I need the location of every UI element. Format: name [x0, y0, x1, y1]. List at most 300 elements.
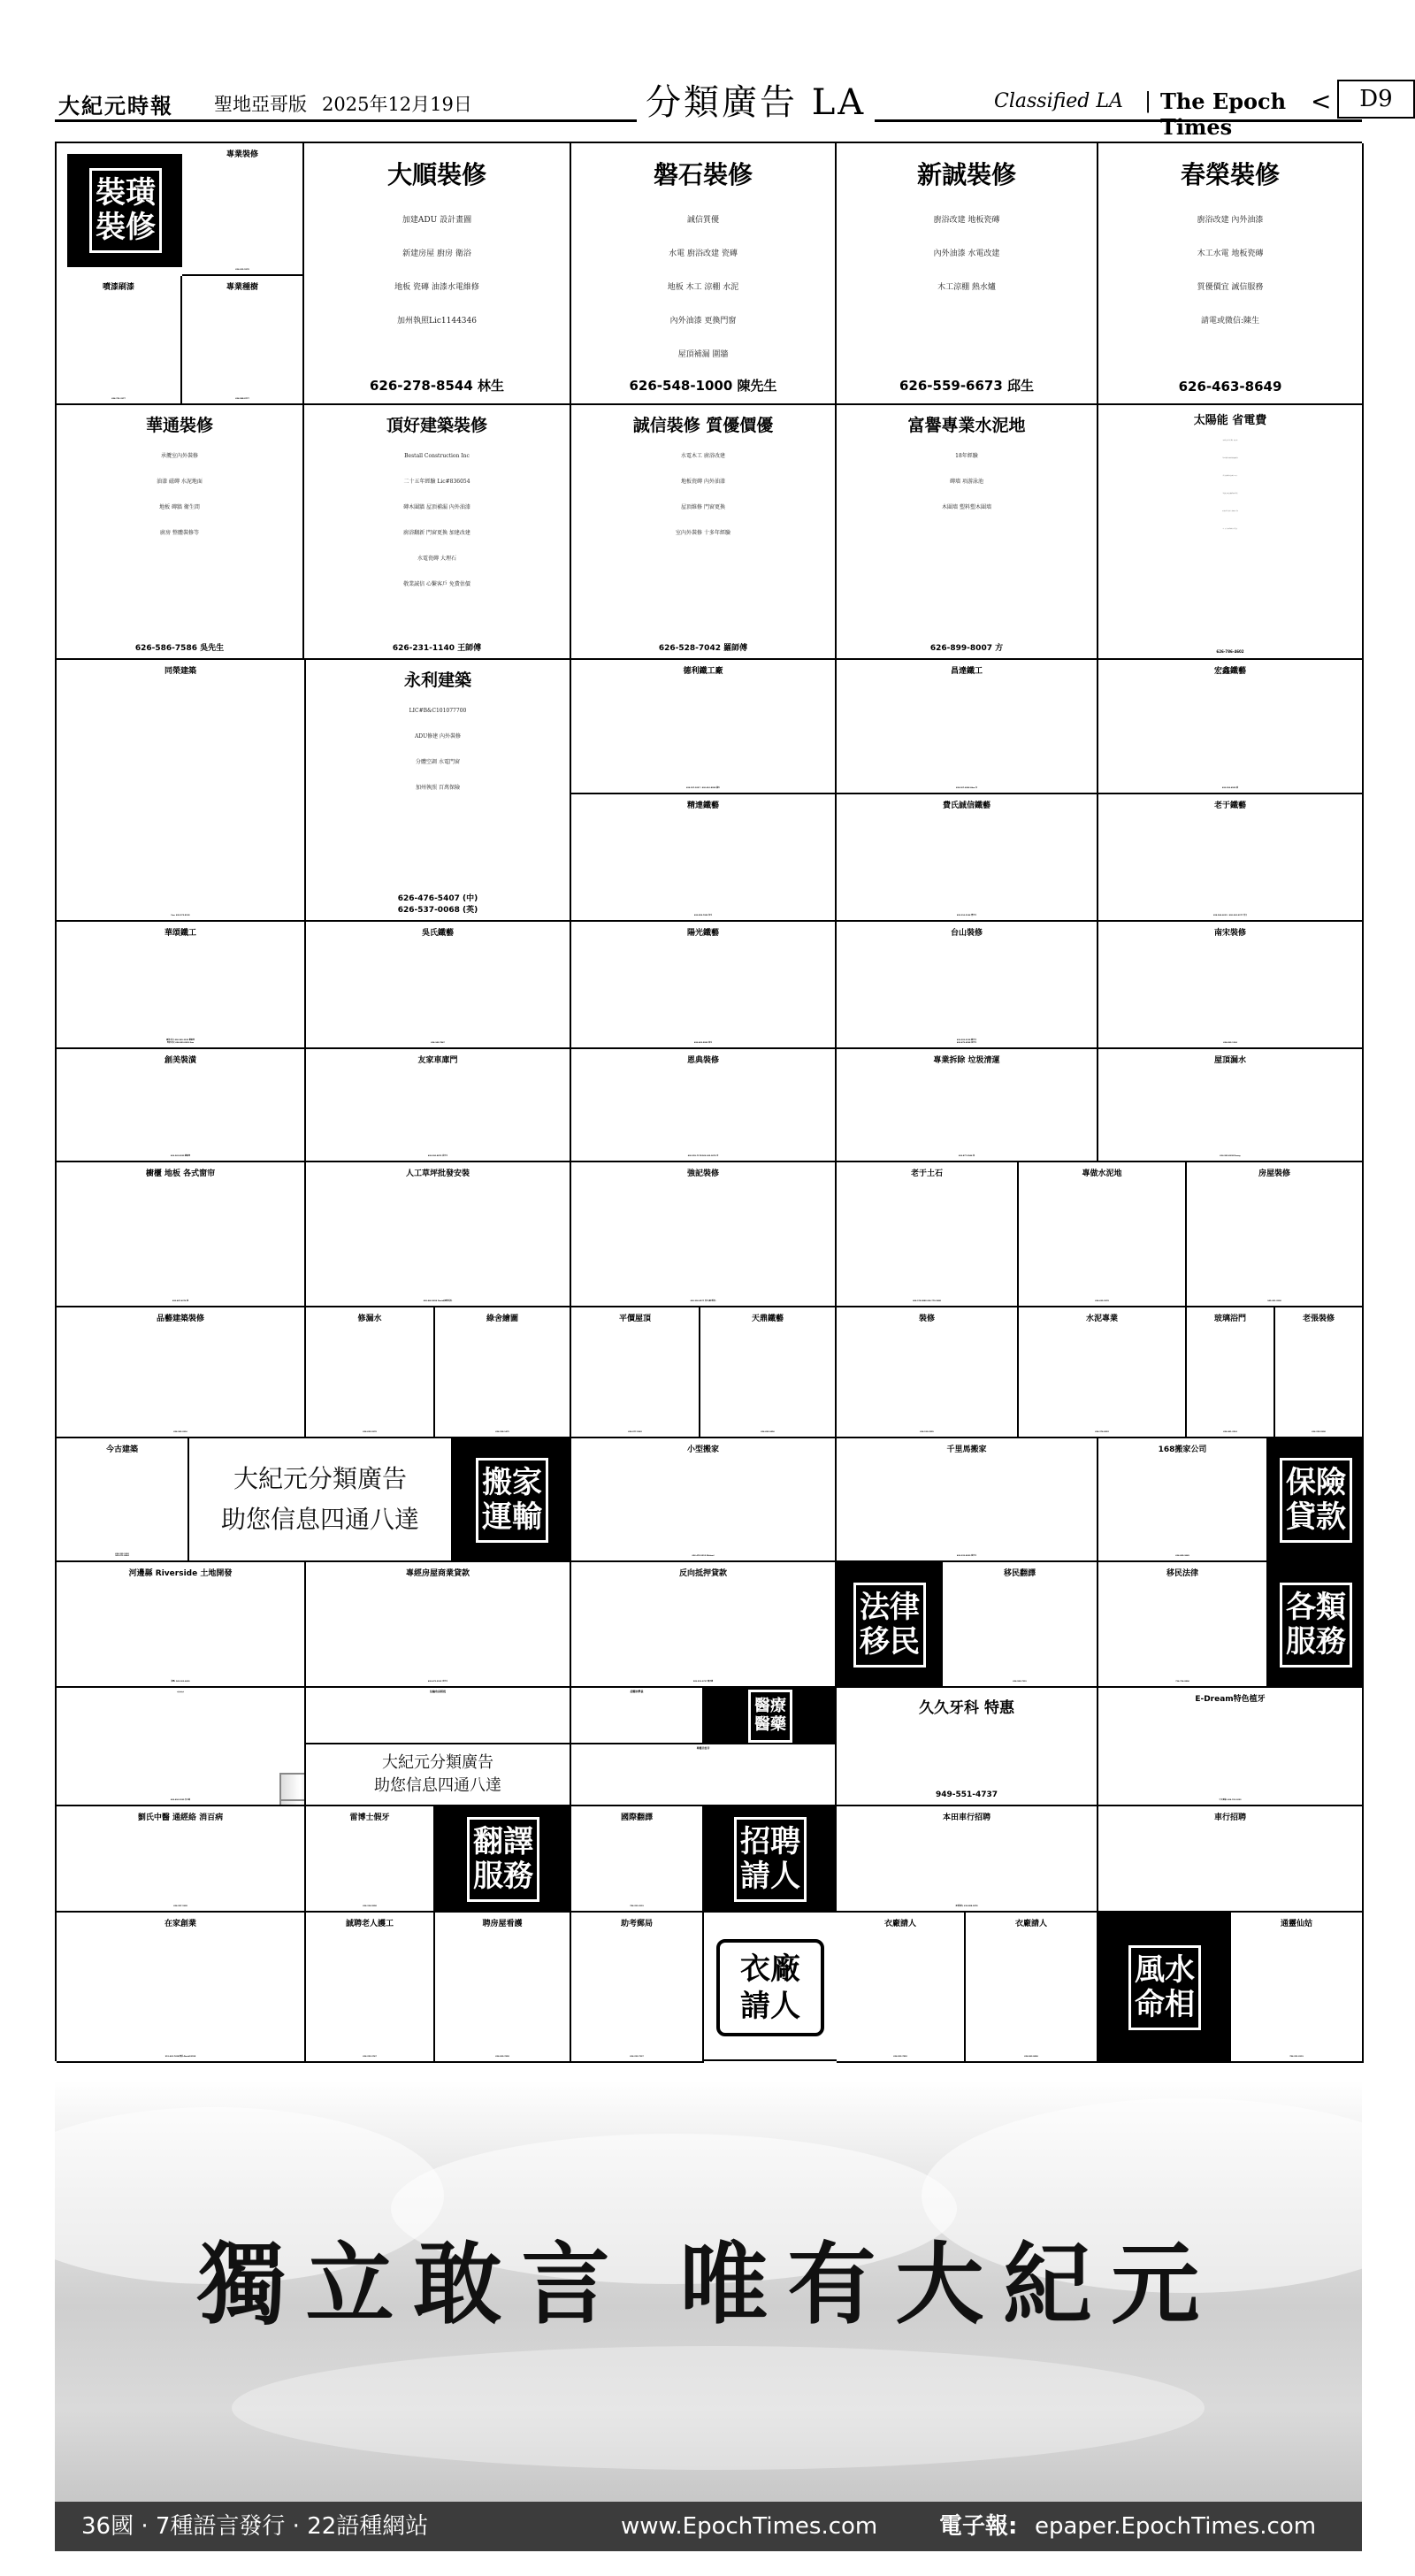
ad-phone[interactable]: 786-251-8119	[630, 1905, 644, 1907]
ad-title: 宏鑫鐵藝	[1213, 667, 1246, 676]
ad-phone[interactable]: 626-863-8696	[1024, 2056, 1038, 2058]
classified-ad[interactable]	[304, 405, 571, 660]
ad-title: 強記裝修	[686, 1169, 719, 1178]
ad-title: 新誠裝修	[916, 160, 1016, 189]
ad-title: 屋頂漏水	[1213, 1056, 1246, 1065]
ad-phone[interactable]: 626-823-7892	[893, 2056, 907, 2058]
ad-body	[571, 814, 835, 862]
ad-title: 綠舍繪圖	[486, 1315, 518, 1323]
category-stamp-label: 醫療 醫藥	[748, 1690, 792, 1742]
page-number: D9	[1337, 80, 1415, 119]
ad-title: 今古建築	[105, 1445, 138, 1454]
classified-ad[interactable]	[837, 660, 1098, 794]
classified-ad[interactable]	[571, 1806, 704, 1913]
ad-body	[57, 1458, 187, 1490]
ad-phone[interactable]: 626-297-9237 / 626-410-8058 謝生	[686, 787, 720, 789]
ad-body	[571, 1582, 835, 1629]
classified-ad[interactable]	[306, 1162, 571, 1307]
ad-phone[interactable]: 626-200-8873 房先生	[427, 1155, 448, 1157]
ad-phone[interactable]: 626-786-4602	[1216, 649, 1244, 654]
classified-ad[interactable]	[306, 1049, 571, 1162]
classified-ad[interactable]	[1098, 1049, 1364, 1162]
ad-body	[306, 941, 570, 973]
ad-title: 裝修	[918, 1315, 935, 1323]
ad-phone[interactable]: 626-899-8007 方	[929, 644, 1004, 653]
category-stamp-label: 搬家 運輸	[476, 1458, 548, 1543]
ad-phone[interactable]: 626-236-6959 薛	[1221, 787, 1239, 789]
ad-phone[interactable]: 626-316-9598	[363, 1905, 377, 1907]
ad-body	[306, 1582, 570, 1629]
ad-title: 費氏誠信鐵藝	[942, 801, 990, 810]
ad-phone[interactable]: 626-693-0456	[761, 1431, 775, 1433]
page-arrow-icon: <	[1311, 87, 1332, 116]
classified-ad[interactable]	[435, 1307, 571, 1438]
ad-body: 水電木工 廚浴改建 地板瓷磚 內外油漆 屋頂維修 門窗更換 室內外裝修 十多年經驗	[676, 453, 730, 536]
ad-title: 華頌鐵工	[164, 929, 196, 938]
ad-body	[57, 295, 180, 327]
ad-phone[interactable]: 626-233-7227	[630, 2056, 644, 2058]
classified-ad[interactable]	[435, 1913, 571, 2063]
classified-ad[interactable]	[306, 1307, 435, 1438]
ad-body	[57, 679, 304, 823]
category-stamp-stamp9	[1098, 1913, 1231, 2063]
category-stamp-stamp7	[435, 1806, 571, 1913]
ad-body	[57, 1182, 304, 1198]
classified-ad[interactable]	[571, 405, 837, 660]
ad-title: 玻璃浴門	[1213, 1315, 1246, 1323]
ad-body	[571, 941, 835, 973]
ad-body	[1098, 1707, 1362, 1787]
ad-phone[interactable]: 626-699-7658	[495, 2056, 509, 2058]
ad-title: 老于土石	[910, 1169, 943, 1178]
ad-title: 永利建築	[403, 671, 471, 690]
ad-phone[interactable]: 626-559-7179/909-343-2678 李	[687, 1155, 719, 1157]
ad-body	[1098, 679, 1362, 727]
ad-title: 招精油學員	[630, 1690, 644, 1693]
ad-phone[interactable]: 626-466-8694 David(國粵英語)	[423, 1300, 453, 1302]
ad-title: 誠信裝修 質優價優	[632, 416, 774, 435]
classified-ad[interactable]	[57, 1307, 306, 1438]
classified-ad[interactable]	[182, 143, 304, 276]
ad-phone[interactable]: 626-342-7867	[431, 1042, 445, 1044]
ad-title: 水泥專業	[1085, 1315, 1118, 1323]
classified-ad[interactable]	[1098, 922, 1364, 1049]
ad-phone[interactable]: 626-376-6932	[1095, 1431, 1109, 1433]
classified-ad[interactable]	[57, 1806, 306, 1913]
ad-title: 移民翻譯	[1003, 1569, 1036, 1578]
ad-phone[interactable]: 949-491-0500	[1267, 1300, 1281, 1302]
classified-ad[interactable]	[306, 922, 571, 1049]
ad-phone[interactable]: 626-635-5578	[363, 1431, 377, 1433]
ad-body	[571, 1932, 702, 1996]
classified-ad[interactable]	[1098, 1688, 1364, 1806]
classified-ad[interactable]	[837, 1688, 1098, 1806]
ad-title: 德利鐵工廠	[683, 667, 723, 676]
ad-phone[interactable]: 626-510-3255	[920, 1431, 934, 1433]
classified-ad[interactable]	[1098, 660, 1364, 794]
header-separator: |	[1144, 88, 1152, 113]
ad-title: 昌達鐵工	[950, 667, 983, 676]
ad-phone[interactable]: 626-838-7080 伍生	[693, 915, 713, 916]
ad-title: 衣廠請人	[883, 1920, 916, 1928]
ad-phone[interactable]: 626-528-7042 羅師傅	[658, 644, 748, 653]
ad-body: 加州電費大幅上漲,美國第一品牌,百萬 戶的家庭選擇,利用政府的稅收優惠計劃, 屋主安裝無需任何費用,享受30%以上 電費節省,同時安裝儲能電池,無停電煩 惱.如您是屋主,您的房子有游泳池、電動 車、大房子,請來電諮詢是否符合安裝.	[1222, 441, 1238, 530]
ad-phone[interactable]: 626-239-5908	[1312, 1431, 1326, 1433]
ad-title: 人工草坪批發安裝	[405, 1169, 470, 1178]
ad-title: 頂好建築裝修	[386, 416, 487, 435]
ad-phone[interactable]: 626-548-1000 陳先生	[629, 378, 777, 394]
category-stamp-stamp1	[67, 154, 184, 267]
classified-ad[interactable]	[966, 1913, 1098, 2063]
category-stamp-stamp2	[453, 1438, 571, 1562]
ad-phone[interactable]: 626-635-5578	[235, 269, 249, 271]
ad-title: 創美裝潢	[164, 1056, 196, 1065]
ad-title: 吳氏鐵藝	[421, 929, 454, 938]
ad-phone[interactable]: 626-226-8977 吳生(國/粵語)	[690, 1300, 716, 1302]
publication-name: 大紀元時報	[58, 93, 173, 119]
ad-phone[interactable]: 626-450-5335 吳玉敏	[170, 1799, 191, 1801]
classified-ad[interactable]	[1187, 1307, 1275, 1438]
classified-ad[interactable]	[1098, 143, 1364, 405]
ad-phone[interactable]: 626-476-5407 (中) 626-537-0068 (英)	[397, 894, 478, 915]
ad-body	[571, 1327, 699, 1359]
classified-ad[interactable]	[571, 1744, 837, 1806]
ad-phone[interactable]: 國語/英文 626-365-2325 劉師傅 粵語/英文 626-803-8181 Guo	[166, 1039, 195, 1044]
ad-body	[1019, 1327, 1185, 1359]
classified-ad[interactable]	[571, 1307, 700, 1438]
classified-ad[interactable]	[1098, 1562, 1268, 1688]
ad-body	[837, 1458, 1097, 1522]
ad-body	[57, 1826, 304, 1874]
classified-ad[interactable]	[306, 1562, 571, 1688]
ad-phone[interactable]: 626-297-1928	[173, 1905, 187, 1907]
ad-body	[837, 1826, 1097, 1874]
classified-ad[interactable]	[304, 143, 571, 405]
ad-phone[interactable]: 中文專線: 626-701-0223	[1219, 1799, 1242, 1801]
classified-ad[interactable]	[57, 1562, 306, 1688]
ad-body	[700, 1327, 835, 1375]
ad-title: 車行招聘	[1213, 1813, 1246, 1822]
section-title-en: Classified LA	[994, 90, 1123, 112]
classified-ad[interactable]	[57, 1049, 306, 1162]
epoch-banner	[55, 2081, 1362, 2551]
category-stamp-label: 各類 服務	[1280, 1583, 1352, 1668]
ad-body: 誠信質優 水電 廚浴改建 瓷磚 地板 木工 涼棚 水泥 內外油漆 更換門窗 屋頂補漏 圍牆	[667, 216, 739, 359]
ad-title: 助考郵局	[620, 1920, 653, 1928]
ad-phone[interactable]: 626-362-0316	[173, 1431, 187, 1433]
classified-ad[interactable]	[306, 1806, 435, 1913]
ad-title: 平價屋頂	[618, 1315, 651, 1323]
classified-ad[interactable]	[57, 1438, 189, 1562]
classified-ad[interactable]	[837, 922, 1098, 1049]
ad-phone[interactable]: 909-919-0737 陳安娜	[692, 1681, 714, 1683]
banner-footer-website[interactable]: www.EpochTimes.com	[621, 2513, 878, 2540]
ad-title: 南宋裝修	[1213, 929, 1246, 938]
classified-ad[interactable]	[571, 922, 837, 1049]
ad-title: 陽光鐵藝	[686, 929, 719, 938]
ad-title: 168搬家公司	[1158, 1445, 1207, 1454]
ad-body	[571, 1458, 835, 1506]
ad-body	[1098, 1582, 1266, 1645]
classified-ad[interactable]	[1231, 1913, 1364, 2063]
classified-ad[interactable]	[57, 405, 304, 660]
ad-title: 老于鐵藝	[1213, 801, 1246, 810]
page-header	[55, 78, 1393, 140]
classified-ad[interactable]	[837, 1913, 966, 2063]
classified-ad[interactable]	[306, 660, 571, 922]
ad-phone[interactable]: 626-382-6938 Danny	[1220, 1155, 1241, 1157]
ad-body: Bestall Construction Inc 二十五年經驗 Lic#836054 磚木圍牆 屋頂補漏 內外油漆 廚浴翻新 門窗更換 加建改建 水電瓷磚 大理石 敬業誠信 心繫客戶 免費估價	[403, 453, 470, 587]
ad-body	[435, 1932, 570, 1980]
classified-ad[interactable]	[1019, 1307, 1187, 1438]
ad-title: 本田車行招聘	[942, 1813, 990, 1822]
ad-phone[interactable]: 626-877-5562	[628, 1431, 642, 1433]
classified-ad[interactable]	[571, 143, 837, 405]
ad-title: 精達鐵藝	[686, 801, 719, 810]
ad-phone[interactable]: 626-333-1302 909-871-8664	[115, 1553, 129, 1557]
ad-body	[837, 941, 1097, 973]
cloud-shape	[232, 2346, 1205, 2470]
category-stamp-label: 風水 命相	[1128, 1945, 1201, 2030]
ad-phone[interactable]: 626-262-8325 鮑師傅	[170, 1155, 191, 1157]
classified-ad[interactable]	[837, 1307, 1019, 1438]
ad-title: 修漏水	[357, 1315, 382, 1323]
classified-ad[interactable]	[57, 1688, 306, 1806]
category-stamp-stamp5	[1268, 1562, 1364, 1688]
ad-body	[837, 814, 1097, 878]
ad-phone[interactable]: 626-999-7215	[1013, 1681, 1027, 1683]
ad-title: 專做水泥地	[1082, 1169, 1122, 1178]
ad-title: 同榮建築	[164, 667, 196, 676]
refrigerator-icon	[279, 1773, 306, 1806]
ad-title: 千里馬搬家	[946, 1445, 987, 1454]
classified-ad[interactable]	[837, 1806, 1098, 1913]
ad-title: 噴漆刷漆	[102, 283, 134, 292]
ad-title: 春榮裝修	[1180, 160, 1280, 189]
ad-phone[interactable]: 626-461-2214	[1223, 1431, 1237, 1433]
classified-ad[interactable]	[189, 1438, 453, 1562]
banner-slogan: 獨立敢言 唯有大紀元	[197, 2232, 1220, 2336]
classified-ad[interactable]	[1098, 1438, 1268, 1562]
category-stamp-stamp3	[1268, 1438, 1364, 1562]
classified-ad[interactable]	[182, 276, 304, 405]
ad-phone[interactable]: 請電: 562-261-4620	[171, 1681, 190, 1683]
ad-phone[interactable]: 626-225-0767	[363, 2056, 377, 2058]
ad-title: 富譽專業水泥地	[907, 416, 1026, 435]
edition-name: 聖地亞哥版	[214, 94, 307, 115]
ad-body	[966, 1932, 1097, 1980]
banner-footer	[55, 2502, 1362, 2551]
ad-title: 小型搬家	[686, 1445, 719, 1454]
ad-title: 櫥櫃 地板 各式窗帘	[145, 1169, 216, 1178]
ad-phone[interactable]: 626-689-3669	[1175, 1555, 1189, 1557]
ad-title: E-Dream特色植牙	[1195, 1695, 1266, 1704]
ad-title: 在家創業	[164, 1920, 196, 1928]
classified-ad[interactable]	[57, 922, 306, 1049]
classified-ad[interactable]	[57, 1162, 306, 1307]
ad-phone[interactable]: 786-251-8119	[1289, 2056, 1304, 2058]
ad-body	[57, 941, 304, 973]
ad-phone[interactable]: 626-635-5578	[1095, 1300, 1109, 1302]
ad-body: 18年經驗 磚墻 項游泳池 木圍墻 塑料塑木圍墻	[942, 453, 991, 510]
classified-ad[interactable]	[1275, 1307, 1364, 1438]
ad-phone[interactable]: 626-463-8649	[1178, 379, 1282, 395]
classified-ad[interactable]	[837, 794, 1098, 922]
ad-phone[interactable]: 949-551-4737	[935, 1790, 998, 1799]
ad-body	[571, 1753, 835, 1776]
classified-grid	[55, 142, 1362, 2061]
ad-title: 移民法律	[1166, 1569, 1198, 1578]
ad-phone[interactable]: 626-559-6673 邱生	[899, 378, 1035, 394]
ad-title: 大順裝修	[386, 160, 486, 189]
classified-ad[interactable]	[837, 143, 1098, 405]
ad-title: 友家車庫門	[417, 1056, 458, 1065]
ad-phone[interactable]: 714-726-0806	[1175, 1681, 1189, 1683]
ad-phone[interactable]: 406-578-8888 626-779-5988	[913, 1300, 941, 1302]
classified-ad[interactable]	[837, 1438, 1098, 1562]
brand-name: The Epoch Times	[1160, 88, 1287, 140]
ad-phone[interactable]: 626-988-8777	[235, 398, 249, 400]
ad-phone[interactable]: 626-478-5355 Michael	[692, 1555, 715, 1557]
ad-body	[57, 1069, 304, 1100]
ad-title: 華通裝修	[145, 416, 213, 435]
ad-title: 反向抵押貸款	[678, 1569, 727, 1578]
ad-body	[1098, 1826, 1362, 1874]
ad-title: 衣廠請人	[1014, 1920, 1047, 1928]
ad-phone[interactable]: 626-233-8200 張先生	[956, 1555, 977, 1557]
ad-body	[571, 1069, 835, 1116]
category-stamp-label: 招聘 請人	[734, 1817, 807, 1902]
ad-phone[interactable]: 626-503-3218 陳先生 626-679-6598 馬先生	[956, 1039, 977, 1044]
ad-title: 品藝建築裝修	[156, 1315, 204, 1323]
ad-phone[interactable]: 意者請洽: 619-888-2878	[955, 1905, 978, 1907]
classified-ad[interactable]	[837, 405, 1098, 660]
ad-phone[interactable]: 626-487-6276 張	[172, 1300, 189, 1302]
promo-text: 大紀元分類廣告 助您信息四通八達	[374, 1753, 501, 1795]
ad-body	[1098, 1458, 1266, 1522]
ad-title: 恩典裝修	[686, 1056, 719, 1065]
ad-title: 河邊縣 Riverside 土地開發	[128, 1569, 233, 1578]
classified-ad[interactable]	[571, 1438, 837, 1562]
ad-phone[interactable]: 626-693-1134	[1223, 1042, 1237, 1044]
classified-ad[interactable]	[700, 1307, 837, 1438]
classified-ad[interactable]	[306, 1913, 435, 2063]
category-stamp-stamp6	[704, 1688, 837, 1744]
promo-text: 大紀元分類廣告 助您信息四通八達	[220, 1464, 419, 1534]
category-stamp-label: 法律 移民	[853, 1583, 926, 1668]
classified-ad[interactable]	[571, 1688, 704, 1744]
ad-title: 劉氏中醫 通經絡 消百病	[137, 1813, 224, 1822]
banner-footer-reach: 36國 · 7種語言發行 · 22語種網站	[81, 2513, 429, 2540]
ad-body	[571, 1182, 835, 1230]
issue-date: 2025年12月19日	[322, 94, 472, 115]
ad-phone[interactable]: 626-267-4046 Alan 任	[956, 787, 977, 789]
ad-body: 廚浴改建 地板瓷磚 內外油漆 水電改建 木工涼棚 熱水爐	[933, 216, 1000, 292]
classified-ad[interactable]	[306, 1744, 571, 1806]
ad-title: 專業拆除 垃圾清運	[933, 1056, 1000, 1065]
ad-body	[57, 1327, 304, 1375]
category-stamp-label: 翻譯 服務	[467, 1817, 539, 1902]
ad-title: 太陽能 省電費	[1193, 414, 1267, 427]
ad-phone[interactable]: 626-298-1475	[495, 1431, 509, 1433]
ad-body	[571, 1697, 702, 1726]
ad-title: 天鼎鐵藝	[751, 1315, 784, 1323]
ad-body	[306, 1697, 570, 1708]
banner-footer-epaper[interactable]: epaper.EpochTimes.com	[1035, 2513, 1317, 2540]
classified-ad[interactable]	[1098, 1806, 1364, 1913]
ad-body	[435, 1327, 570, 1375]
ad-phone[interactable]: Fax: 626-573-8518	[171, 915, 190, 916]
ad-body	[1187, 1327, 1274, 1375]
ad-title: 專業裝修	[226, 150, 258, 159]
ad-phone[interactable]: 626-216-3146 費先生	[956, 915, 977, 916]
ad-body: 廚浴改建 內外油漆 木工水電 地板瓷磚 質優價宜 誠信服務 請電或微信:陳生	[1197, 216, 1264, 326]
ad-body	[571, 679, 835, 727]
ad-body	[837, 1932, 964, 1996]
ad-body	[1098, 941, 1362, 973]
ad-title: 國際翻譯	[620, 1813, 653, 1822]
ad-title: 磐石裝修	[653, 160, 753, 189]
ad-title: 老張裝修	[1302, 1315, 1335, 1323]
classified-ad[interactable]	[57, 276, 182, 405]
ad-phone[interactable]: 626-586-7586 吳先生	[134, 644, 225, 653]
classified-ad[interactable]	[837, 1162, 1019, 1307]
ad-title: 久久牙科 特惠	[919, 1699, 1014, 1717]
classified-ad[interactable]	[57, 1913, 306, 2063]
ad-body	[1098, 1069, 1362, 1100]
classified-ad[interactable]	[1019, 1162, 1187, 1307]
ad-body: 承攬室內外裝修 油漆 磁磚 水泥地面 地板 磚牆 衛生間 廚房 整體裝修等	[157, 453, 203, 536]
ad-body	[1275, 1327, 1362, 1375]
ad-phone[interactable]: 626-603-9995 林生	[693, 1042, 713, 1044]
ad-phone[interactable]: 626-231-1140 王師傅	[392, 644, 482, 653]
ad-phone[interactable]: 626-731-3177	[111, 398, 126, 400]
banner-footer-epaper-label: 電子報:	[939, 2513, 1018, 2540]
ad-body	[837, 1724, 1097, 1782]
ad-title: 專業種樹	[226, 283, 258, 292]
ad-body	[837, 679, 1097, 727]
classified-ad[interactable]	[1098, 405, 1364, 660]
ad-body	[837, 1182, 1017, 1246]
classified-ad[interactable]	[571, 1049, 837, 1162]
ad-body: LIC#B&C101077700 ADU修建 內外裝修 分體空調 水電門窗 加州執照 百萬保險	[409, 708, 467, 791]
classified-ad[interactable]	[571, 1562, 837, 1688]
ad-body	[837, 1327, 1017, 1375]
classified-ad[interactable]	[57, 660, 306, 922]
ad-body	[182, 163, 302, 211]
ad-body	[1231, 1932, 1362, 1996]
classified-ad[interactable]	[1187, 1162, 1364, 1307]
ad-phone[interactable]: 626-877-3964 林	[958, 1155, 975, 1157]
ad-phone[interactable]: 626-566-4015 / 626-342-9377 英文	[1213, 915, 1247, 916]
classified-ad[interactable]	[306, 1688, 571, 1744]
ad-body	[571, 1826, 702, 1882]
ad-phone[interactable]: 951-443-7428/微信:David13558	[164, 2056, 196, 2058]
ad-title: 誠聘老人護工	[345, 1920, 394, 1928]
classified-ad[interactable]	[1098, 794, 1364, 922]
ad-phone[interactable]: 626-672-5912 李先生	[427, 1681, 448, 1683]
classified-ad[interactable]	[571, 660, 837, 794]
classified-ad[interactable]	[943, 1562, 1098, 1688]
classified-ad[interactable]	[837, 1049, 1098, 1162]
ad-body	[306, 1932, 433, 1980]
ad-phone[interactable]: 626-278-8544 林生	[369, 378, 505, 394]
ad-body: 加建ADU 設計畫圖 新建房屋 廚房 衛浴 地板 瓷磚 油漆水電維修 加州執照Lic1144346	[394, 216, 479, 326]
classified-ad[interactable]	[571, 794, 837, 922]
classified-ad[interactable]	[571, 1162, 837, 1307]
ad-body	[1019, 1182, 1185, 1230]
classified-ad[interactable]	[571, 1913, 704, 2063]
